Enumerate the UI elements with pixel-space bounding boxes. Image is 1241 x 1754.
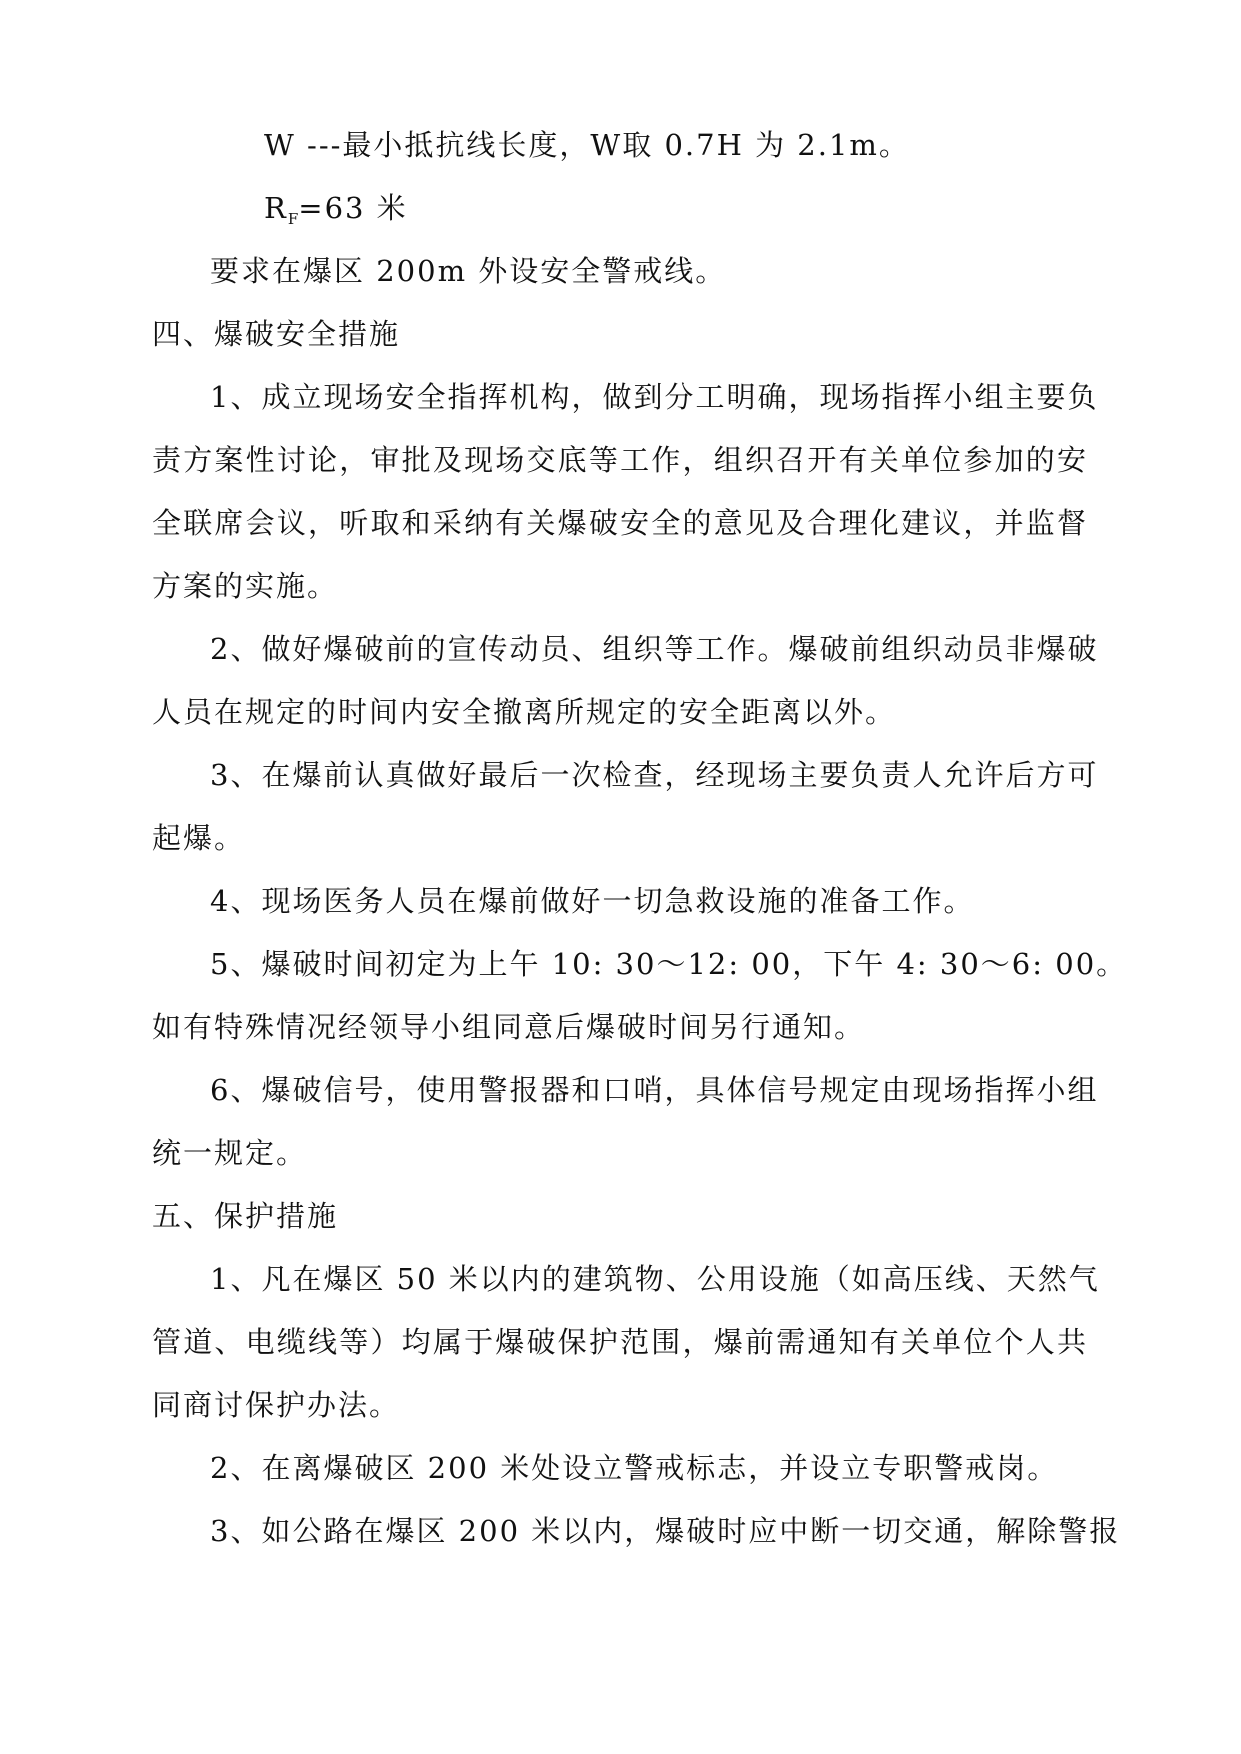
- paragraph-line: 方案的实施。: [152, 569, 339, 603]
- paragraph-line: 全联席会议，听取和采纳有关爆破安全的意见及合理化建议，并监督: [152, 506, 1088, 540]
- formula-rf-result: [264, 190, 408, 237]
- paragraph-line: 责方案性讨论，审批及现场交底等工作，组织召开有关单位参加的安: [152, 443, 1088, 477]
- paragraph-line: 起爆。: [152, 821, 246, 855]
- paragraph-line: 如有特殊情况经领导小组同意后爆破时间另行通知。: [152, 1010, 866, 1044]
- rf-symbol: R: [264, 191, 288, 225]
- paragraph-line: 人员在规定的时间内安全撤离所规定的安全距离以外。: [152, 695, 897, 729]
- paragraph-line: 统一规定。: [152, 1136, 308, 1170]
- warning-line-requirement: 要求在爆区 200m 外设安全警戒线。: [210, 254, 727, 288]
- formula-w-definition: W ---最小抵抗线长度，W取 0.7H 为 2.1m。: [264, 128, 910, 162]
- paragraph-line: 管道、电缆线等）均属于爆破保护范围，爆前需通知有关单位个人共: [152, 1325, 1088, 1359]
- paragraph-line: 4、现场医务人员在爆前做好一切急救设施的准备工作。: [210, 884, 975, 918]
- paragraph-line: 2、在离爆破区 200 米处设立警戒标志，并设立专职警戒岗。: [210, 1451, 1059, 1485]
- paragraph-line: 5、爆破时间初定为上午 10: 30～12: 00，下午 4: 30～6: 00。: [210, 947, 1128, 981]
- rf-subscript: F: [287, 210, 299, 228]
- paragraph-line: 1、凡在爆区 50 米以内的建筑物、公用设施（如高压线、天然气: [210, 1262, 1100, 1296]
- paragraph-line: 1、成立现场安全指挥机构，做到分工明确，现场指挥小组主要负: [210, 380, 1099, 414]
- paragraph-line: 3、如公路在爆区 200 米以内，爆破时应中断一切交通，解除警报: [210, 1514, 1121, 1548]
- section-heading-protection: 五、保护措施: [152, 1199, 339, 1233]
- paragraph-line: 3、在爆前认真做好最后一次检查，经现场主要负责人允许后方可: [210, 758, 1099, 792]
- paragraph-line: 同商讨保护办法。: [152, 1388, 401, 1422]
- rf-value: =63 米: [298, 191, 408, 225]
- paragraph-line: 2、做好爆破前的宣传动员、组织等工作。爆破前组织动员非爆破: [210, 632, 1099, 666]
- paragraph-line: 6、爆破信号，使用警报器和口哨，具体信号规定由现场指挥小组: [210, 1073, 1099, 1107]
- section-heading-blasting-safety: 四、爆破安全措施: [152, 317, 401, 351]
